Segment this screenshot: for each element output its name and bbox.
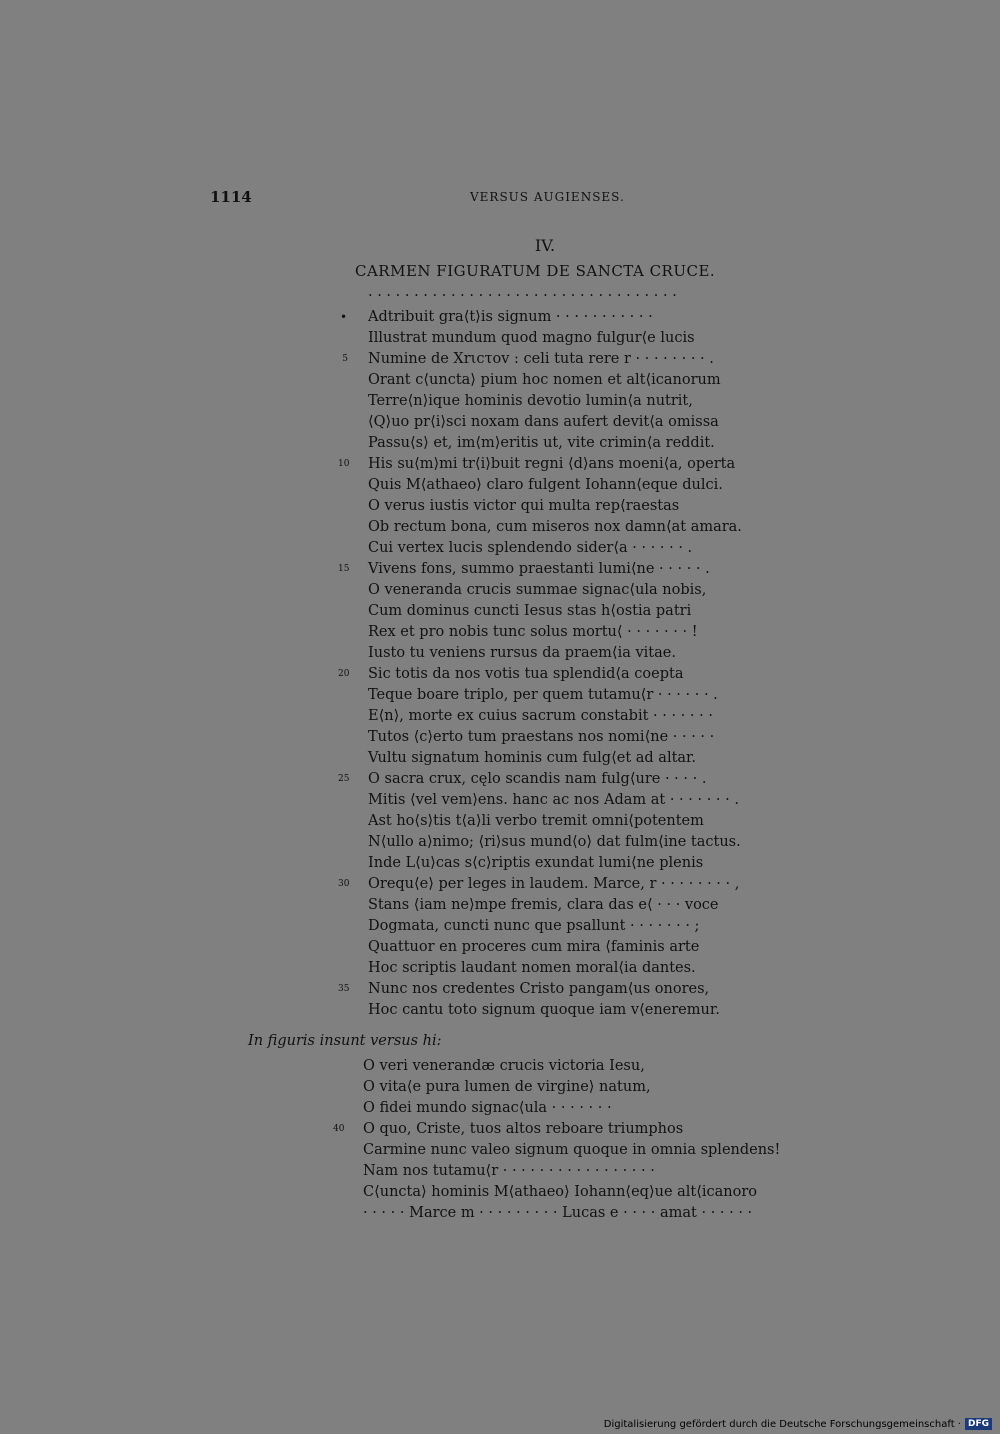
verse-text: E⟨n⟩, morte ex cuius sacrum constabit · · · · · · · <box>368 708 713 724</box>
verse-text: Dogmata, cuncti nunc que psallunt · · · · · · · ; <box>368 918 700 934</box>
verse-line <box>338 559 742 580</box>
verse-text: · · · · · Marce m · · · · · · · · · Lucas e · · · · amat · · · · · · <box>363 1205 753 1221</box>
verse-line <box>368 412 742 433</box>
verse-line <box>368 496 742 517</box>
footer-text: Digitalisierung gefördert durch die Deutsche Forschungsgemeinschaft · <box>603 1418 961 1430</box>
line-number: 15 <box>338 564 350 574</box>
verse-text: Passu⟨s⟩ et, im⟨m⟩eritis ut, vite crimin⟨a reddit. <box>368 435 715 451</box>
verse-line <box>368 790 742 811</box>
verse-line <box>368 895 742 916</box>
verse-text: Numine de Xrιcτov : celi tuta rere r · · · · · · · · . <box>368 351 714 367</box>
verse-text: · · · · · · · · · · · · · · · · · · · · · · · · · · · · · · · · · · <box>368 288 677 304</box>
verse-line <box>368 538 742 559</box>
verse-text: Ob rectum bona, cum miseros nox damn⟨at amara. <box>368 519 742 535</box>
verse-text: Teque boare triplo, per quem tutamu⟨r · · · · · · . <box>368 687 718 703</box>
verse-text: Orant c⟨uncta⟩ pium hoc nomen et alt⟨icanorum <box>368 372 721 388</box>
verse-text: ⟨Q⟩uo pr⟨i⟩sci noxam dans aufert devit⟨a omissa <box>368 414 719 430</box>
verse-text: Ast ho⟨s⟩tis t⟨a⟩li verbo tremit omni⟨potentem <box>368 813 704 829</box>
verse-line <box>368 811 742 832</box>
verse-line <box>368 958 742 979</box>
verse-text: C⟨uncta⟩ hominis M⟨athaeo⟩ Iohann⟨eq⟩ue alt⟨icanoro <box>363 1184 758 1200</box>
verse-line <box>368 391 742 412</box>
verse-line <box>368 748 742 769</box>
line-number: 40 <box>333 1124 345 1134</box>
line-number: 35 <box>338 984 350 994</box>
verse-line <box>368 685 742 706</box>
verse-text: Vultu signatum hominis cum fulg⟨et ad altar. <box>368 750 696 766</box>
in-figuris-heading: In figuris insunt versus hi: <box>248 1033 442 1049</box>
verse-line <box>368 853 742 874</box>
verse-line <box>368 580 742 601</box>
verse-text: O verus iustis victor qui multa rep⟨raestas <box>368 498 680 514</box>
running-title: VERSUS AUGIENSES. <box>470 190 625 204</box>
verse-line <box>363 1098 780 1119</box>
verse-line <box>368 937 742 958</box>
verse-text: Inde L⟨u⟩cas s⟨c⟩riptis exundat lumi⟨ne plenis <box>368 855 704 871</box>
verse-line <box>368 601 742 622</box>
verse-line <box>363 1182 780 1203</box>
verse-text: Cum dominus cuncti Iesus stas h⟨ostia patri <box>368 603 692 619</box>
footer <box>604 1418 992 1430</box>
page-number: 1114 <box>210 188 252 206</box>
verse-line <box>368 832 742 853</box>
verse-line <box>368 517 742 538</box>
verse-line <box>363 1203 780 1224</box>
verse-line <box>368 475 742 496</box>
verse-text: Cui vertex lucis splendendo sider⟨a · · · · · · . <box>368 540 693 556</box>
verse-text: O fidei mundo signac⟨ula · · · · · · · <box>363 1100 612 1116</box>
verse-text: Sic totis da nos votis tua splendid⟨a coepta <box>368 666 684 682</box>
verse-text: Iusto tu veniens rursus da praem⟨ia vitae. <box>368 645 676 661</box>
line-number: 10 <box>338 459 350 469</box>
verse-text: Nam nos tutamu⟨r · · · · · · · · · · · · · · · · · <box>363 1163 655 1179</box>
verse-line <box>342 349 742 370</box>
verse-line <box>368 727 742 748</box>
poem-lines <box>338 286 742 1021</box>
verse-line <box>363 1161 780 1182</box>
verse-line <box>333 1119 780 1140</box>
verse-text: Quattuor en proceres cum mira ⟨faminis arte <box>368 939 700 955</box>
poem-title: CARMEN FIGURATUM DE SANCTA CRUCE. <box>355 262 716 280</box>
verse-text: O sacra crux, cęlo scandis nam fulg⟨ure · · · · . <box>368 771 707 787</box>
verse-line <box>368 916 742 937</box>
verse-line <box>368 706 742 727</box>
dfg-logo: DFG <box>965 1418 992 1430</box>
line-number: 25 <box>338 774 350 784</box>
verse-line <box>368 622 742 643</box>
verse-text: Adtribuit gra⟨t⟩is signum · · · · · · · · · · · <box>368 309 653 325</box>
verse-text: Hoc scriptis laudant nomen moral⟨ia dantes. <box>368 960 696 976</box>
verse-text: Orequ⟨e⟩ per leges in laudem. Marce, r · · · · · · · · , <box>368 876 740 892</box>
verse-text: Terre⟨n⟩ique hominis devotio lumin⟨a nutrit, <box>368 393 693 409</box>
verse-text: Hoc cantu toto signum quoque iam v⟨eneremur. <box>368 1002 720 1018</box>
verse-text: Quis M⟨athaeo⟩ claro fulgent Iohann⟨eque dulci. <box>368 477 723 493</box>
verse-line <box>368 328 742 349</box>
verse-text: Stans ⟨iam ne⟩mpe fremis, clara das e⟨ · · · voce <box>368 897 719 913</box>
verse-text: N⟨ullo a⟩nimo; ⟨ri⟩sus mund⟨o⟩ dat fulm⟨ine tactus. <box>368 834 741 850</box>
line-number: 30 <box>338 879 350 889</box>
verse-line <box>368 370 742 391</box>
verse-text: Rex et pro nobis tunc solus mortu⟨ · · · · · · · ! <box>368 624 698 640</box>
line-number: 20 <box>338 669 350 679</box>
verse-line <box>338 664 742 685</box>
verse-line <box>338 454 742 475</box>
verse-line <box>363 1140 780 1161</box>
verse-text: His su⟨m⟩mi tr⟨i⟩buit regni ⟨d⟩ans moeni⟨a, operta <box>368 456 736 472</box>
verse-text: Illustrat mundum quod magno fulgur⟨e lucis <box>368 330 695 346</box>
verse-text: Carmine nunc valeo signum quoque in omnia splendens! <box>363 1142 781 1158</box>
verse-line <box>340 307 742 328</box>
verse-line <box>368 1000 742 1021</box>
verse-text: Mitis ⟨vel vem⟩ens. hanc ac nos Adam at · · · · · · · . <box>368 792 739 808</box>
verse-text: Nunc nos credentes Cristo pangam⟨us onores, <box>368 981 710 997</box>
line-number: 5 <box>342 354 348 364</box>
verse-text: O veneranda crucis summae signac⟨ula nobis, <box>368 582 707 598</box>
verse-text: Vivens fons, summo praestanti lumi⟨ne · · · · · . <box>368 561 710 577</box>
verse-line <box>338 769 742 790</box>
verse-line <box>338 979 742 1000</box>
in-figuris-lines <box>333 1056 781 1224</box>
poem-number: IV. <box>534 236 556 255</box>
verse-text: Tutos ⟨c⟩erto tum praestans nos nomi⟨ne · · · · · <box>368 729 715 745</box>
verse-line <box>338 874 742 895</box>
bullet-mark: • <box>340 310 348 324</box>
verse-text: O veri venerandæ crucis victoria Iesu, <box>363 1058 645 1074</box>
verse-line <box>368 433 742 454</box>
verse-line <box>363 1056 780 1077</box>
verse-text: O vita⟨e pura lumen de virgine⟩ natum, <box>363 1079 651 1095</box>
verse-line <box>368 643 742 664</box>
verse-text: O quo, Criste, tuos altos reboare triumphos <box>363 1121 684 1137</box>
verse-line <box>368 286 742 307</box>
verse-line <box>363 1077 780 1098</box>
